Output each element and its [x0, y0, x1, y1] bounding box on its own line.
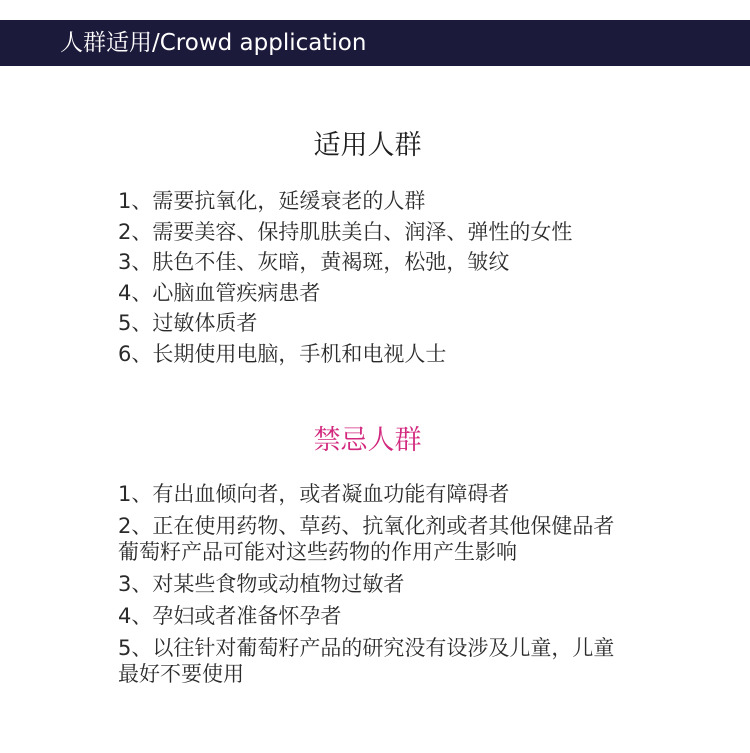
- banner-title: 人群适用/Crowd application: [60, 30, 367, 56]
- list-item-line: 4、孕妇或者准备怀孕者: [118, 604, 342, 628]
- contraindicated-heading: 禁忌人群: [313, 425, 422, 456]
- contraindicated-list: [118, 481, 718, 693]
- list-item: [118, 513, 718, 565]
- list-item: 3、肤色不佳、灰暗，黄褐斑，松弛，皱纹: [118, 250, 510, 274]
- list-item: 5、过敏体质者: [118, 311, 258, 335]
- list-item: [118, 635, 718, 687]
- list-item: 6、长期使用电脑，手机和电视人士: [118, 341, 447, 366]
- header-banner: [0, 20, 750, 66]
- list-item-line: 2、正在使用药物、草药、抗氧化剂或者其他保健品者: [118, 514, 615, 538]
- suitable-heading: 适用人群: [313, 130, 422, 161]
- list-item-line: 1、有出血倾向者，或者凝血功能有障碍者: [118, 482, 510, 506]
- list-item: 2、需要美容、保持肌肤美白、润泽、弹性的女性: [118, 219, 573, 244]
- list-item-line-continued: 最好不要使用: [118, 662, 244, 686]
- list-item-line: 5、以往针对葡萄籽产品的研究没有设涉及儿童，儿童: [118, 636, 615, 660]
- list-item: [118, 603, 718, 629]
- list-item: 4、心脑血管疾病患者: [118, 280, 321, 305]
- list-item-line-continued: 葡萄籽产品可能对这些药物的作用产生影响: [118, 540, 517, 564]
- suitable-list: [118, 186, 718, 369]
- list-item: [118, 481, 718, 507]
- list-item: [118, 571, 718, 597]
- list-item: 1、需要抗氧化，延缓衰老的人群: [118, 189, 426, 213]
- list-item-line: 3、对某些食物或动植物过敏者: [118, 572, 405, 596]
